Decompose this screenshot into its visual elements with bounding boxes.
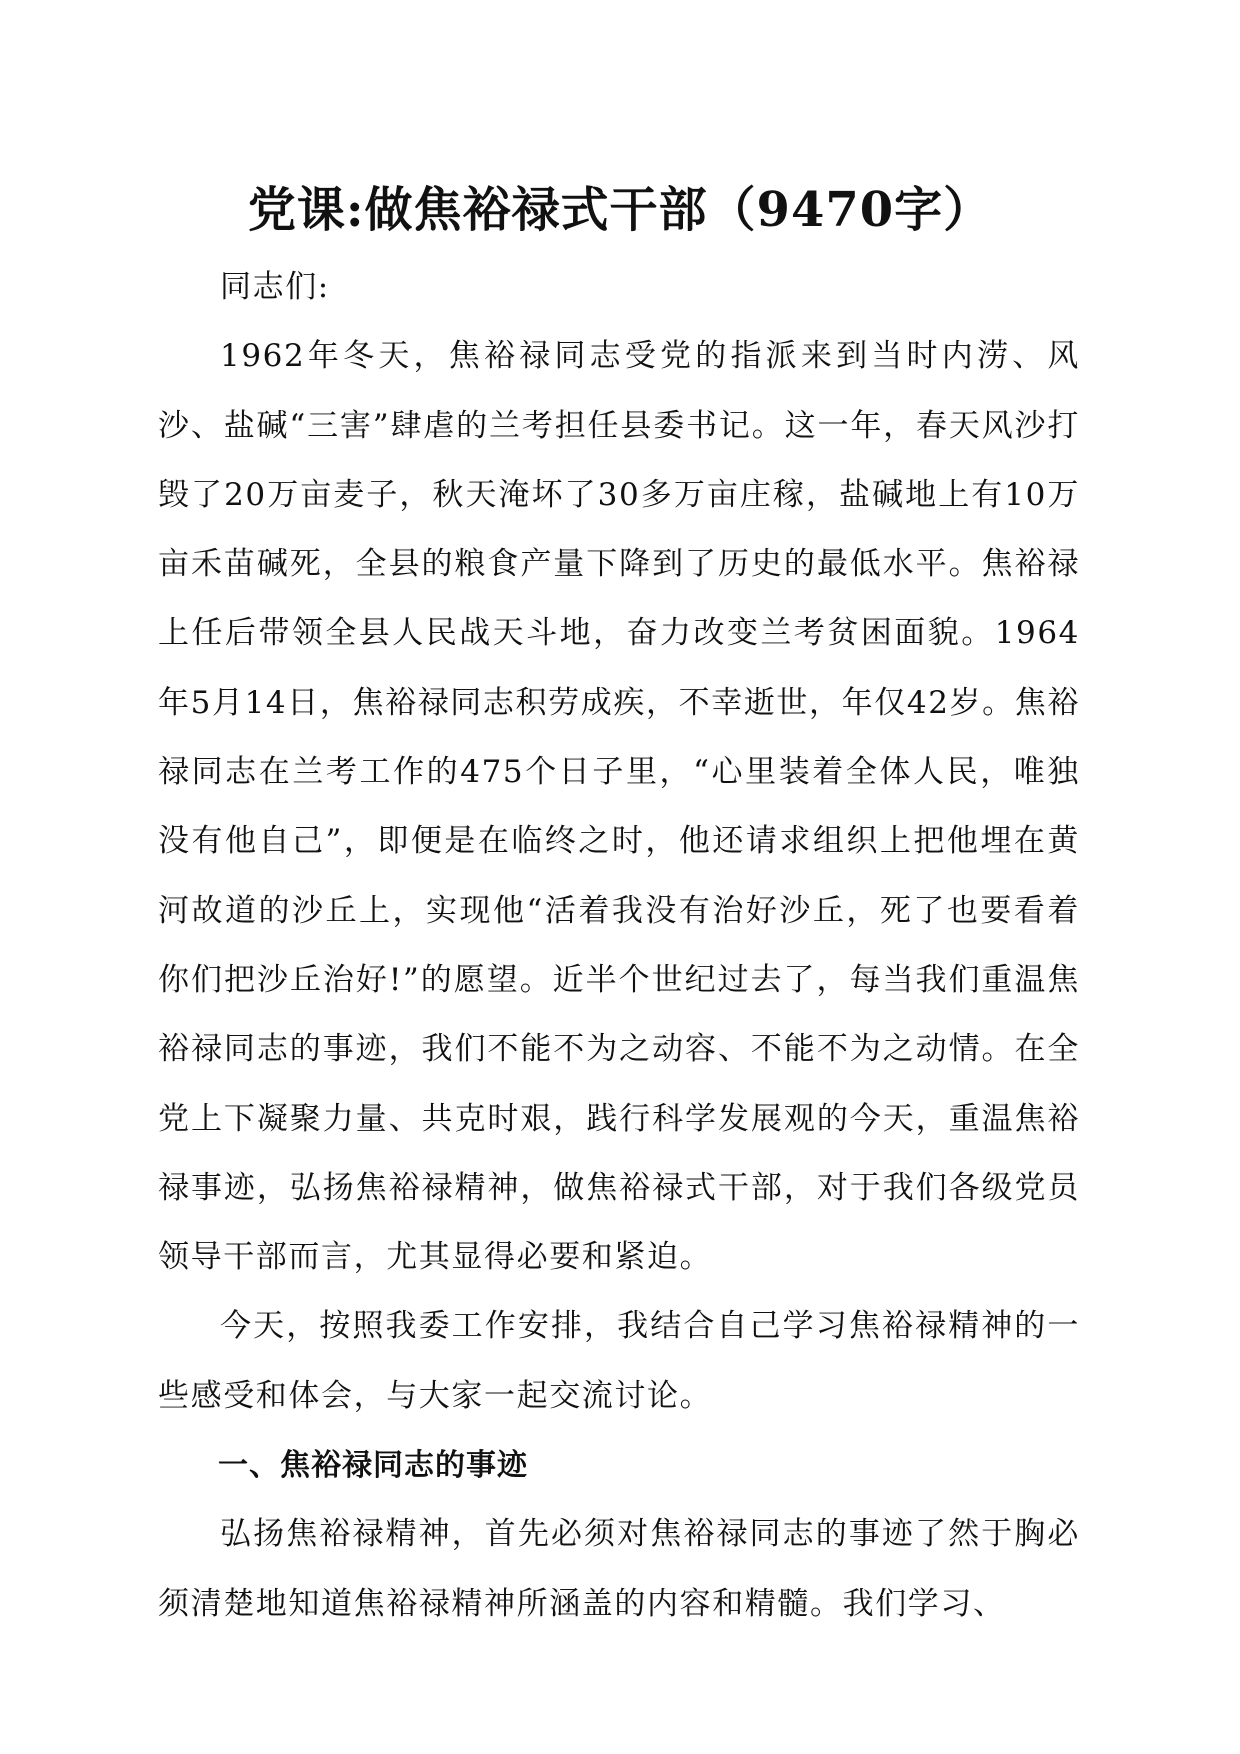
salutation: 同志们: — [220, 269, 330, 305]
section-heading: 一、焦裕禄同志的事迹 — [218, 1448, 528, 1484]
document-body — [158, 253, 1080, 1639]
paragraph-intro: 1962年冬天，焦裕禄同志受党的指派来到当时内涝、风沙、盐碱“三害”肆虐的兰考担任县委书记。这一年，春天风沙打毁了20万亩麦子，秋天淹坏了30多万亩庄稼，盐碱地上有10万亩禾苗碱死，全县的粮食产量下降到了历史的最低水平。焦裕禄上任后带领全县人民战天斗地，奋力改变兰考贫困面貌。1964年5月14日，焦裕禄同志积劳成疾，不幸逝世，年仅42岁。焦裕禄同志在兰考工作的475个日子里，“心里装着全体人民，唯独没有他自己”，即便是在临终之时，他还请求组织上把他埋在黄河故道的沙丘上，实现他“活着我没有治好沙丘，死了也要看着你们把沙丘治好!”的愿望。近半个世纪过去了，每当我们重温焦裕禄同志的事迹，我们不能不为之动容、不能不为之动情。在全党上下凝聚力量、共克时艰，践行科学发展观的今天，重温焦裕禄事迹，弘扬焦裕禄精神，做焦裕禄式干部，对于我们各级党员领导干部而言，尤其显得必要和紧迫。 — [158, 338, 1080, 1276]
document-title: 党课:做焦裕禄式干部（9470字） — [247, 182, 993, 238]
paragraph-arrangement: 今天，按照我委工作安排，我结合自己学习焦裕禄精神的一些感受和体会，与大家一起交流讨论。 — [158, 1308, 1080, 1414]
section-paragraph: 弘扬焦裕禄精神，首先必须对焦裕禄同志的事迹了然于胸必须清楚地知道焦裕禄精神所涵盖的内容和精髓。我们学习、 — [158, 1516, 1080, 1622]
